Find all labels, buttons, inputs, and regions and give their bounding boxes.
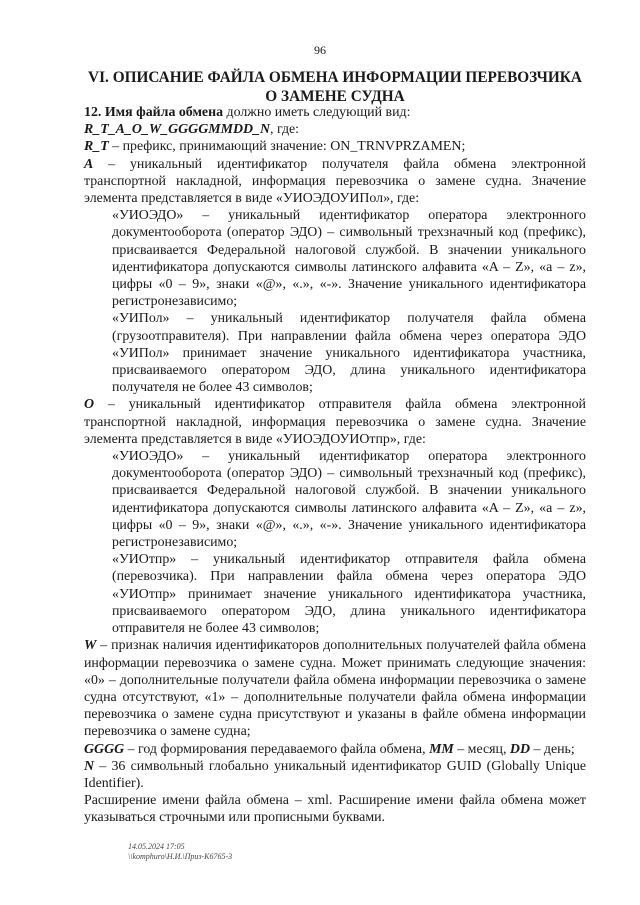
date-paragraph: GGGG – год формирования передаваемого файла обмена, MM – месяц, DD – день;: [84, 741, 575, 757]
section-title: VI. ОПИСАНИЕ ФАЙЛА ОБМЕНА ИНФОРМАЦИИ ПЕРЕВОЗЧИКА О ЗАМЕНЕ СУДНА: [88, 69, 582, 105]
footer-path: \\komphuro\Н.И.\Приз-К6765-3: [128, 852, 233, 861]
o-paragraph: O – уникальный идентификатор отправителя файла обмена электронной транспортной накладной, информация перевозчика о замене судна. Значение элемента представляется в виде «УИОЭДОУИОтпр», где:: [84, 397, 586, 447]
a-uioedo-paragraph: «УИОЭДО» – уникальный идентификатор оператора электронного документооборота (оператор ЭДО) – символьный трехзначный код (префикс), присваивается Федеральной налоговой службой. В значении уникального идентификатора допускаются символы латинского алфавита «A – Z», «a – z», цифры «0 – 9», знаки «@», «.», «-». Значение уникального идентификатора регистронезависимо;: [112, 208, 586, 310]
file-name-pattern: R_T_A_O_W_GGGGMMDD_N: [84, 122, 270, 138]
o-uiotpr-paragraph: «УИОтпр» – уникальный идентификатор отправителя файла обмена (перевозчика). При направлении файла обмена через оператора ЭДО «УИОтпр» принимает значение уникального идентификатора участника, присваиваемого оператором ЭДО, длина уникального идентификатора отправителя не более 43 символов;: [112, 552, 586, 637]
a-uipol-paragraph: «УИПол» – уникальный идентификатор получателя файла обмена (грузоотправителя). При направлении файла обмена через оператора ЭДО «УИПол» принимает значение уникального идентификатора участника, присваиваемого оператором ЭДО, длина уникального идентификатора получателя не более 43 символов;: [112, 311, 586, 396]
extension-paragraph: Расширение имени файла обмена – xml. Расширение имени файла обмена может указываться строчными или прописными буквами.: [84, 793, 586, 826]
n-paragraph: N – 36 символьный глобально уникальный идентификатор GUID (Globally Unique Identifier).: [84, 758, 586, 791]
pattern-paragraph: R_T_A_O_W_GGGGMMDD_N, где:: [84, 122, 300, 138]
footer-timestamp: 14.05.2024 17:05: [128, 842, 185, 851]
document-body: [84, 104, 586, 827]
footer-stamp: [128, 842, 232, 862]
heading-paragraph: 12. Имя файла обмена должно иметь следующий вид:: [84, 105, 411, 120]
o-uioedo-paragraph: «УИОЭДО» – уникальный идентификатор оператора электронного документооборота (оператор ЭДО) – символьный трехзначный код (префикс), присваивается Федеральной налоговой службой. В значении уникального идентификатора допускаются символы латинского алфавита «A – Z», «a – z», цифры «0 – 9», знаки «@», «.», «-». Значение уникального идентификатора регистронезависимо;: [112, 449, 586, 551]
page-number: 96: [314, 43, 326, 57]
rt-paragraph: R_T – префикс, принимающий значение: ON_TRNVPRZAMEN;: [84, 139, 466, 155]
a-paragraph: A – уникальный идентификатор получателя файла обмена электронной транспортной накладной, информация перевозчика о замене судна. Значение элемента представляется в виде «УИОЭДОУИПол», где:: [84, 156, 586, 207]
heading-number: 12. Имя файла обмена: [84, 105, 224, 120]
w-paragraph: W – признак наличия идентификаторов дополнительных получателей файла обмена информации перевозчика о замене судна. Может принимать следующие значения: «0» – дополнительные получатели файла обмена информации перевозчика о замене судна отсутствуют, «1» – дополнительные получатели файла обмена информации перевозчика о замене судна присутствуют и указаны в файле обмена информации перевозчика о замене судна;: [84, 638, 586, 740]
